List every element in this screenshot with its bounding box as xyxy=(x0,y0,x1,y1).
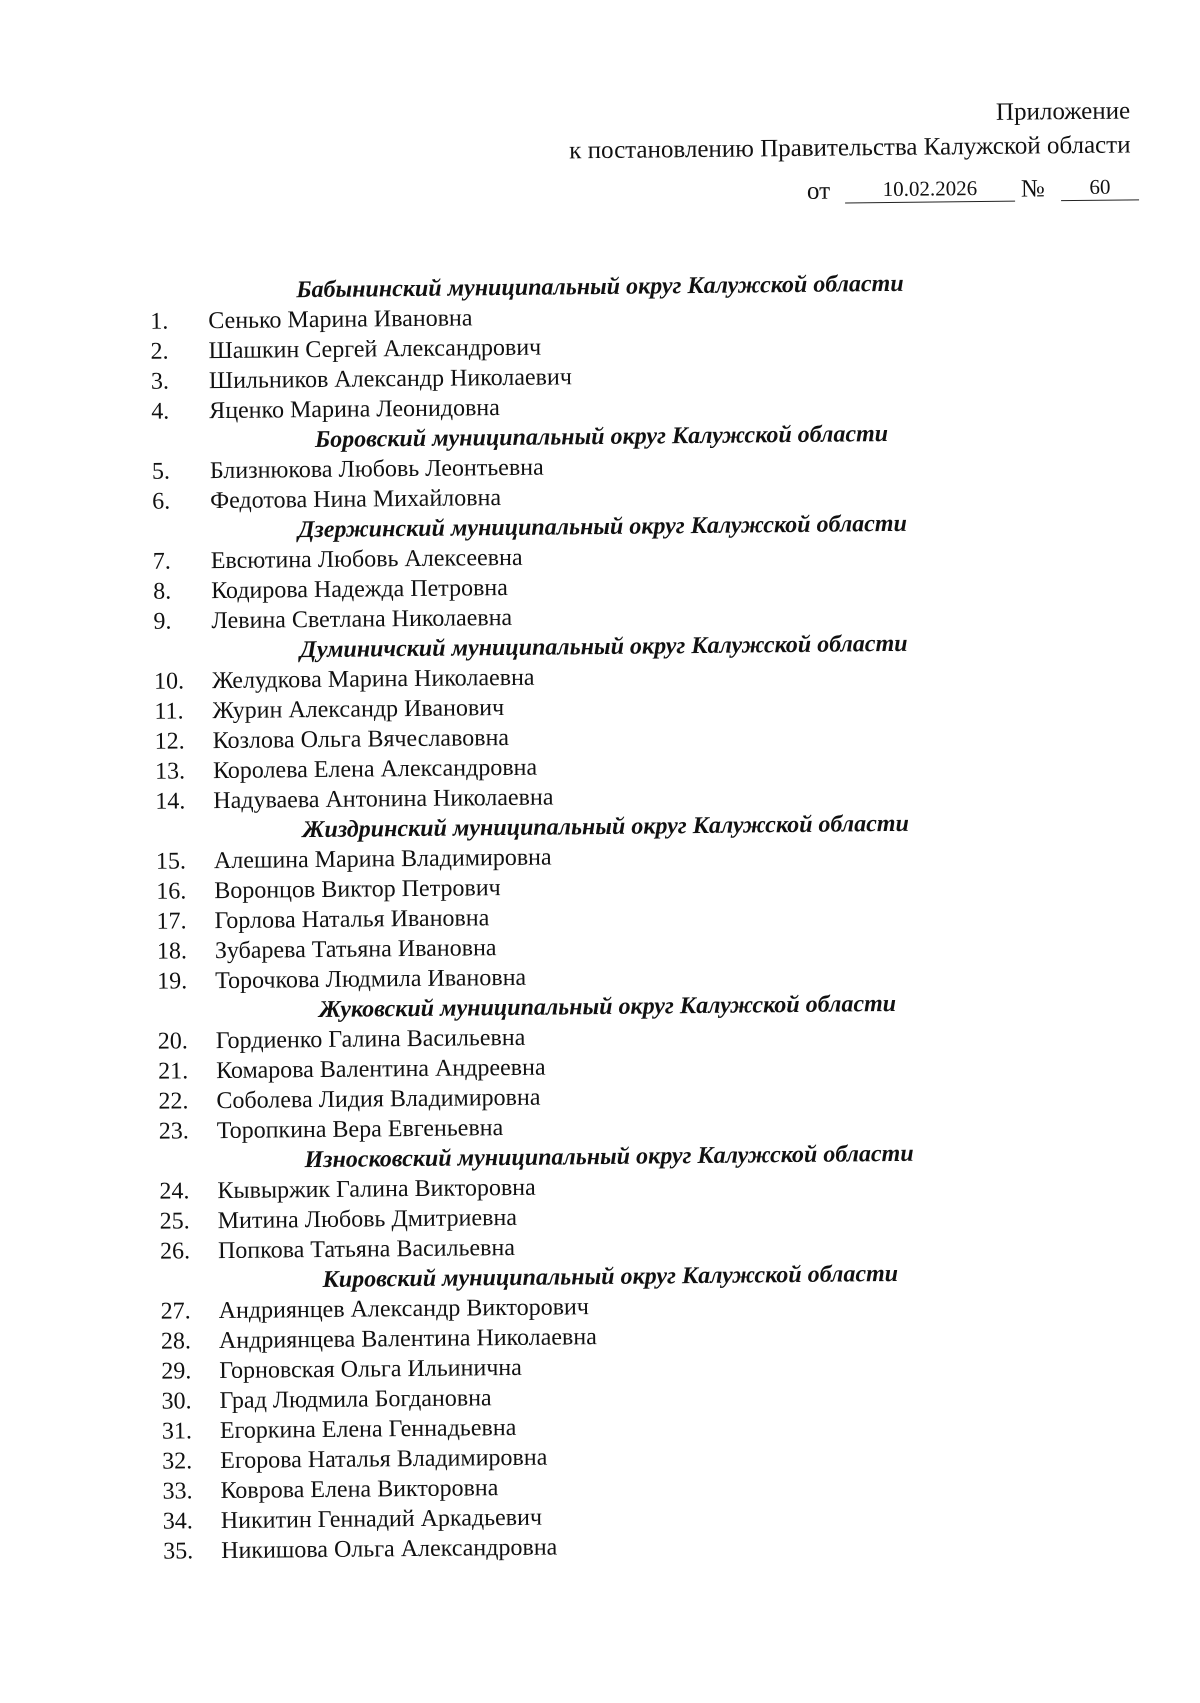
person-name: Попкова Татьяна Васильевна xyxy=(217,1234,516,1265)
person-name: Сенько Марина Ивановна xyxy=(208,305,473,335)
item-number: 3. xyxy=(150,368,170,395)
person-name: Воронцов Виктор Петрович xyxy=(214,875,501,905)
appendix-header xyxy=(569,94,1131,168)
number-label: № xyxy=(1020,175,1045,203)
resolution-date: 10.02.2026 xyxy=(845,175,1015,204)
person-name: Желудкова Марина Николаевна xyxy=(211,664,535,695)
district-heading: Жуковский муниципальный округ Калужской области xyxy=(318,990,897,1023)
person-name: Шильников Александр Николаевич xyxy=(208,364,572,395)
item-number: 17. xyxy=(156,908,187,935)
item-number: 16. xyxy=(156,878,187,905)
item-number: 18. xyxy=(156,938,188,965)
person-name: Коврова Елена Викторовна xyxy=(220,1475,499,1505)
person-name: Торопкина Вера Евгеньевна xyxy=(216,1115,504,1145)
district-heading: Думиничский муниципальный округ Калужской области xyxy=(299,630,908,664)
item-number: 2. xyxy=(150,338,169,365)
person-name: Яценко Марина Леонидовна xyxy=(209,395,500,425)
item-number: 14. xyxy=(155,788,186,815)
person-name: Кывыржик Галина Викторовна xyxy=(217,1174,536,1205)
person-name: Журин Александр Иванович xyxy=(212,695,505,725)
item-number: 10. xyxy=(153,668,185,695)
item-number: 11. xyxy=(154,698,184,725)
item-number: 35. xyxy=(163,1538,194,1565)
item-number: 25. xyxy=(159,1208,190,1235)
person-name: Близнюкова Любовь Леонтьевна xyxy=(209,454,544,485)
item-number: 32. xyxy=(162,1448,193,1475)
item-number: 29. xyxy=(161,1358,192,1385)
person-name: Егорова Наталья Владимировна xyxy=(220,1444,548,1475)
person-name: Никитин Геннадий Аркадьевич xyxy=(220,1504,543,1535)
item-number: 8. xyxy=(152,578,172,605)
district-heading: Боровский муниципальный округ Калужской области xyxy=(314,421,889,454)
district-heading: Износковский муниципальный округ Калужской области xyxy=(304,1140,914,1174)
item-number: 30. xyxy=(161,1388,192,1415)
item-number: 4. xyxy=(151,398,170,425)
item-number: 19. xyxy=(157,968,188,995)
item-number: 5. xyxy=(151,458,171,485)
item-number: 23. xyxy=(158,1118,189,1145)
person-name: Соболева Лидия Владимировна xyxy=(216,1084,541,1115)
person-name: Алешина Марина Владимировна xyxy=(213,844,552,875)
item-number: 20. xyxy=(157,1028,188,1055)
district-heading: Жиздринский муниципальный округ Калужской области xyxy=(302,810,909,844)
person-name: Евсютина Любовь Алексеевна xyxy=(210,544,523,575)
item-number: 22. xyxy=(158,1088,189,1115)
appendix-title: Приложение xyxy=(995,97,1131,126)
person-name: Гордиенко Галина Васильевна xyxy=(215,1024,526,1055)
resolution-number: 60 xyxy=(1061,173,1139,201)
item-number: 26. xyxy=(159,1238,191,1265)
appendix-resolution-line: к постановлению Правительства Калужской области xyxy=(569,131,1131,165)
date-label: от xyxy=(806,177,831,205)
person-name: Горлова Наталья Ивановна xyxy=(214,905,490,935)
item-number: 34. xyxy=(162,1508,193,1535)
person-name: Козлова Ольга Вячеславовна xyxy=(212,724,510,755)
item-number: 33. xyxy=(162,1478,193,1505)
person-name: Митина Любовь Дмитриевна xyxy=(217,1204,518,1235)
person-name: Королева Елена Александровна xyxy=(212,754,538,785)
person-name: Торочкова Людмила Ивановна xyxy=(215,964,527,995)
person-name: Комарова Валентина Андреевна xyxy=(216,1054,546,1085)
item-number: 12. xyxy=(154,728,185,755)
item-number: 9. xyxy=(153,608,172,635)
person-name: Зубарева Татьяна Ивановна xyxy=(214,935,497,965)
district-heading: Бабынинский муниципальный округ Калужской области xyxy=(296,270,904,304)
item-number: 1. xyxy=(150,308,169,335)
person-name: Шашкин Сергей Александрович xyxy=(208,334,542,365)
persons-list xyxy=(150,268,993,1567)
person-name: Горновская Ольга Ильинична xyxy=(219,1354,522,1385)
person-name: Андриянцев Александр Викторович xyxy=(218,1294,590,1325)
person-name: Надуваева Антонина Николаевна xyxy=(213,784,554,815)
district-heading: Кировский муниципальный округ Калужской области xyxy=(322,1260,899,1293)
person-name: Андриянцева Валентина Николаевна xyxy=(218,1324,597,1355)
item-number: 15. xyxy=(155,848,187,875)
item-number: 21. xyxy=(158,1058,189,1085)
person-name: Никишова Ольга Александровна xyxy=(221,1534,558,1565)
resolution-date-line xyxy=(807,170,1137,209)
item-number: 28. xyxy=(160,1328,192,1355)
person-name: Левина Светлана Николаевна xyxy=(211,604,513,635)
item-number: 24. xyxy=(159,1178,190,1205)
item-number: 7. xyxy=(152,548,171,575)
person-name: Град Людмила Богдановна xyxy=(219,1385,492,1415)
item-number: 6. xyxy=(152,488,171,515)
item-number: 27. xyxy=(160,1298,191,1325)
person-name: Кодирова Надежда Петровна xyxy=(210,574,508,605)
item-number: 31. xyxy=(161,1418,193,1445)
person-name: Федотова Нина Михайловна xyxy=(210,485,502,515)
person-name: Егоркина Елена Геннадьевна xyxy=(219,1414,517,1445)
district-heading: Дзержинский муниципальный округ Калужской области xyxy=(297,510,907,544)
item-number: 13. xyxy=(154,758,186,785)
